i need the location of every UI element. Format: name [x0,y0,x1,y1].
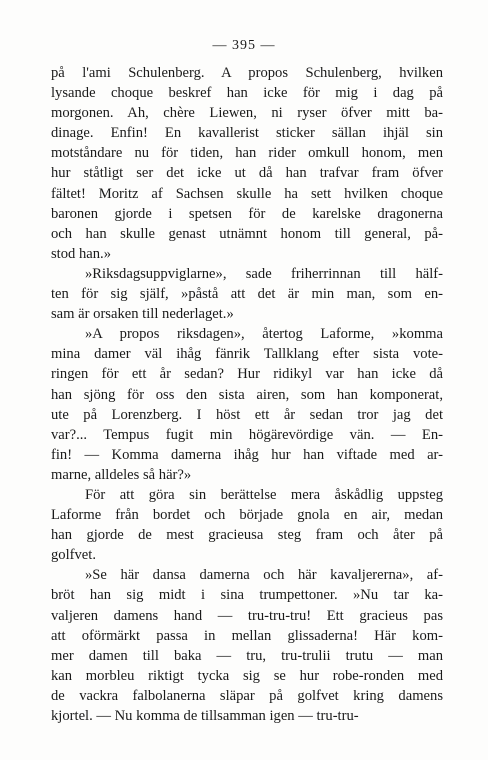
text-line: kjortel. — Nu komma de tillsamman igen — tru-tru- [51,708,359,724]
text-line: »A propos riksdagen», återtog Laforme, »komma [85,326,443,343]
text-line: golfvet. [51,547,96,564]
text-line: var?... Tempus fugit min högärevördige vän. — En- [51,426,443,443]
text-line: de vackra falbolanerna släpar på golfvet kring damens [51,687,443,704]
text-line: Laforme från bordet och började gnola en air, medan [51,507,443,524]
text-line: att oförmärkt passa in mellan glissaderna! Här kom- [51,627,443,644]
text-line: dinage. Enfin! En kavallerist sticker sällan ihjäl sin [51,125,443,142]
text-line: ute på Lorenzberg. I höst ett år sedan tror jag det [51,406,443,423]
text-line: hur ståtligt ser det icke ut då han trafvar fram öfver [51,165,443,182]
text-line: bröt han sig midt i sina trumpettoner. »Nu tar ka- [51,587,443,604]
text-line: mina damer väl ihåg fänrik Tallklang efter sista vote- [51,346,443,363]
page-number: — 395 — [212,38,276,53]
text-line: motståndare nu för tiden, han rider omkull honom, men [51,145,443,162]
text-line: han sjöng för oss den sista airen, som han komponerat, [51,386,443,403]
text-line: »Se här dansa damerna och här kavaljererna», af- [85,567,443,584]
text-line: För att göra sin berättelse mera åskådlig uppsteg [85,486,443,503]
text-line: mer damen till baka — tru, tru-trulii trutu — man [51,647,443,664]
text-line: stod han.» [51,245,111,262]
paragraph [51,324,443,485]
text-line: ringen för ett år sedan? Hur ridikyl var han icke då [51,366,443,383]
paragraph [51,63,443,264]
body-text [51,63,443,726]
text-line: valjeren damens hand — tru-tru-tru! Ett gracieus pas [51,607,443,624]
paragraph [51,565,443,726]
text-line: baronen gjorde i spetsen för de karelske dragonerna [51,205,443,222]
text-line: marne, alldeles så här?» [51,466,192,483]
text-line: kan morbleu riktigt tycka sig se hur robe-ronden med [51,667,443,684]
text-line: fin! — Komma damerna ihåg hur han viftade med ar- [51,446,443,463]
text-line: och han skulle genast utnämnt honom till general, på- [51,225,443,242]
text-line: »Riksdagsuppviglarne», sade friherrinnan till hälf- [85,265,443,282]
text-line: morgonen. Ah, chère Liewen, ni ryser öfver mitt ba- [51,105,443,122]
text-line: ten för sig själf, »påstå att det är min man, som en- [51,286,443,303]
text-line: lysande choque beskref han icke för mig i dag på [51,85,443,102]
text-line: sam är orsaken till nederlaget.» [51,306,234,323]
paragraph [51,485,443,565]
text-line: fältet! Moritz af Sachsen skulle ha sett hvilken choque [51,185,443,202]
text-line: på l'ami Schulenberg. A propos Schulenberg, hvilken [51,65,443,81]
text-line: han gjorde de mest gracieusa steg fram och åter på [51,527,443,544]
paragraph [51,264,443,324]
